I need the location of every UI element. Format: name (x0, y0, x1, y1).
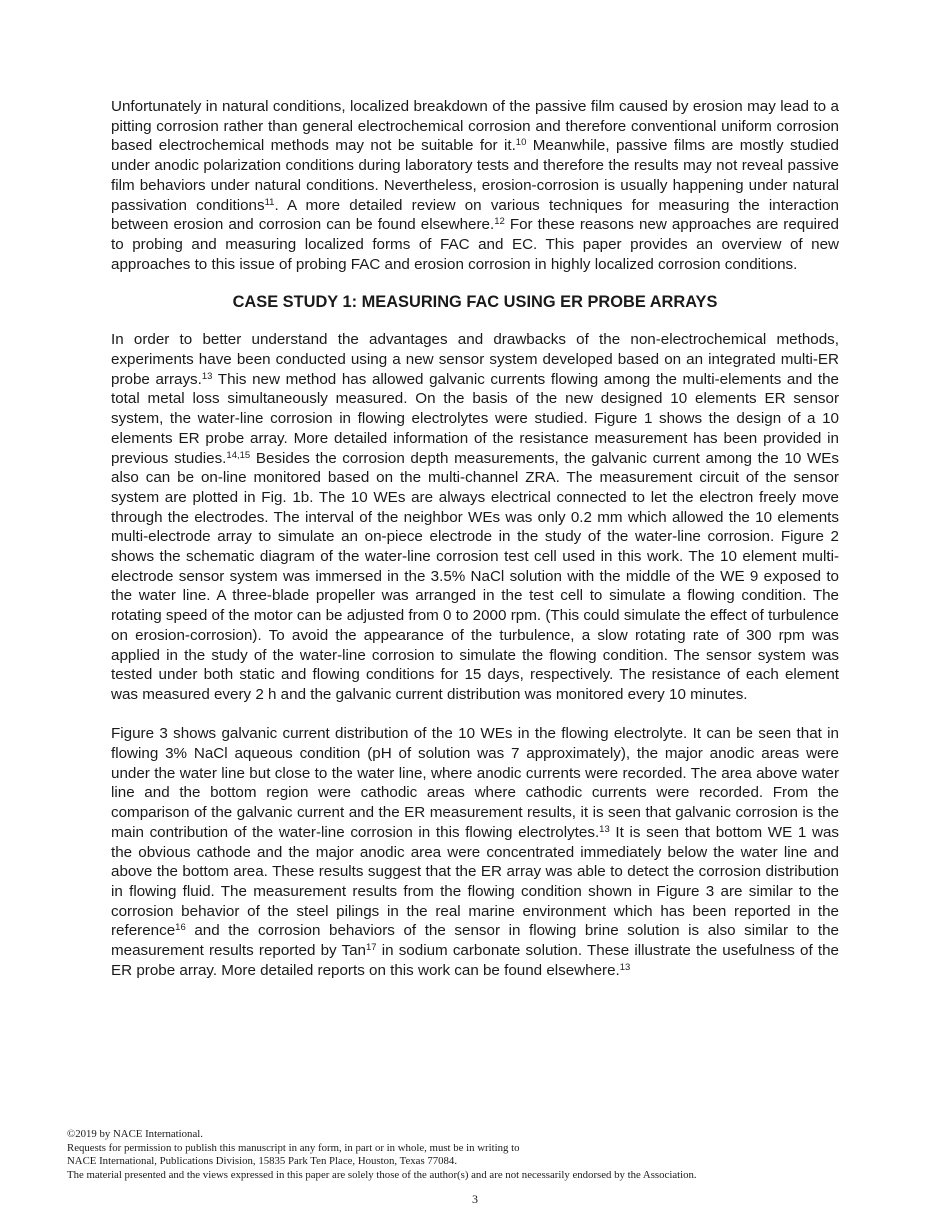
footer-disclaimer: The material presented and the views expressed in this paper are solely those of the author(s) and are not necessarily endorsed by the Association. (67, 1168, 697, 1181)
citation-ref: 13 (619, 961, 631, 973)
citation-ref: 13 (599, 823, 610, 835)
text-run: Besides the corrosion depth measurements, the galvanic current among the 10 WEs also can be on-line monitored based on the multi-channel ZRA. The measurement circuit of the sensor system are plotted in Fig. 1b. The 10 WEs are always electrical connected to let the electron freely move through the electrodes. The interval of the neighbor WEs was only 0.2 mm which allowed the 10 elements multi-electrode array to simulate an on-piece electrode in the study of the water-line corrosion. Figure 2 shows the schematic diagram of the water-line corrosion test cell used in this work. The 10 element multi-electrode sensor system was immersed in the 3.5% NaCl solution with the middle of the WE 9 exposed to the water line. A three-blade propeller was arranged in the test cell to simulate a flowing condition. The rotating speed of the motor can be adjusted from 0 to 2000 rpm. (This could simulate the effect of turbulence on erosion-corrosion). To avoid the appearance of the turbulence, a slow rotating rate of 300 rpm was applied in the study of the water-line corrosion to simulate the flowing condition. The sensor system was tested under both static and flowing conditions for 15 days, respectively. The resistance of each element was measured every 2 h and the galvanic current distribution was monitored every 10 minutes. (111, 449, 839, 703)
citation-ref: 13 (201, 370, 213, 382)
body-content (111, 97, 839, 981)
text-run: . A more detailed review on various techniques for measuring the interaction between erosion and corrosion can be found elsewhere. (111, 196, 839, 234)
paragraph-results (111, 724, 839, 980)
text-run: Unfortunately in natural conditions, localized breakdown of the passive film caused by erosion may lead to a pitting corrosion rather than general electrochemical corrosion and therefore conventional uniform corrosion based electrochemical methods may not be suitable for it. (111, 98, 839, 155)
paragraph-intro (111, 97, 839, 274)
citation-ref: 16 (175, 922, 186, 934)
citation-ref: 11 (264, 196, 275, 208)
text-run: In order to better understand the advantages and drawbacks of the non-electrochemical methods, experiments have been conducted using a new sensor system developed based on an integrated multi-ER probe arrays. (111, 331, 839, 388)
section-heading: CASE STUDY 1: MEASURING FAC USING ER PROBE ARRAYS (232, 293, 718, 312)
text-run: It is seen that bottom WE 1 was the obvious cathode and the major anodic area were concentrated immediately below the water line and above the bottom area. These results suggest that the ER array was able to detect the corrosion distribution in flowing fluid. The measurement results from the flowing condition shown in Figure 3 are similar to the corrosion behavior of the steel pilings in the real marine environment which has been reported in the reference (111, 823, 839, 940)
citation-ref: 12 (494, 216, 505, 228)
footer-permission: Requests for permission to publish this manuscript in any form, in part or in whole, must be in writing to (67, 1141, 520, 1154)
footer-copyright: ©2019 by NACE International. (67, 1128, 203, 1140)
text-run: For these reasons new approaches are required to probing and measuring localized forms of FAC and EC. This paper provides an overview of new approaches to this issue of probing FAC and erosion corrosion in highly localized corrosion conditions. (111, 216, 839, 273)
text-run: Meanwhile, passive films are mostly studied under anodic polarization conditions during laboratory tests and therefore the results may not reveal passive film behaviors under natural conditions. Nevertheless, erosion-corrosion is usually happening under natural passivation conditions (111, 137, 840, 214)
text-run: in sodium carbonate solution. These illustrate the usefulness of the ER probe array. More detailed reports on this work can be found elsewhere. (111, 942, 839, 979)
footer-address: NACE International, Publications Division, 15835 Park Ten Place, Houston, Texas 77084. (67, 1155, 458, 1168)
paragraph-case-study (111, 330, 839, 704)
text-run: Figure 3 shows galvanic current distribution of the 10 WEs in the flowing electrolyte. It can be seen that in flowing 3% NaCl aqueous condition (pH of solution was 7 approximately), the major anodic areas were under the water line but close to the water line, where anodic currents were recorded. The area above water line and the bottom region were cathodic areas where cathodic currents were recorded. From the comparison of the galvanic current and the ER measurement results, it is seen that galvanic corrosion is the main contribution of the water-line corrosion in this flowing electrolytes. (111, 725, 839, 841)
text-run: This new method has allowed galvanic currents flowing among the multi-elements and the total metal loss simultaneously measured. On the basis of the new designed 10 elements ER sensor system, the water-line corrosion in flowing electrolytes were studied. Figure 1 shows the design of a 10 elements ER probe array. More detailed information of the resistance measurement has been provided in previous studies. (111, 370, 839, 467)
citation-ref: 17 (366, 942, 377, 954)
text-run: and the corrosion behaviors of the sensor in flowing brine solution is also similar to the measurement results reported by Tan (111, 922, 839, 960)
citation-ref: 14,15 (226, 449, 251, 461)
page-number: 3 (472, 1192, 478, 1206)
citation-ref: 10 (515, 137, 527, 149)
footer (67, 1128, 887, 1182)
